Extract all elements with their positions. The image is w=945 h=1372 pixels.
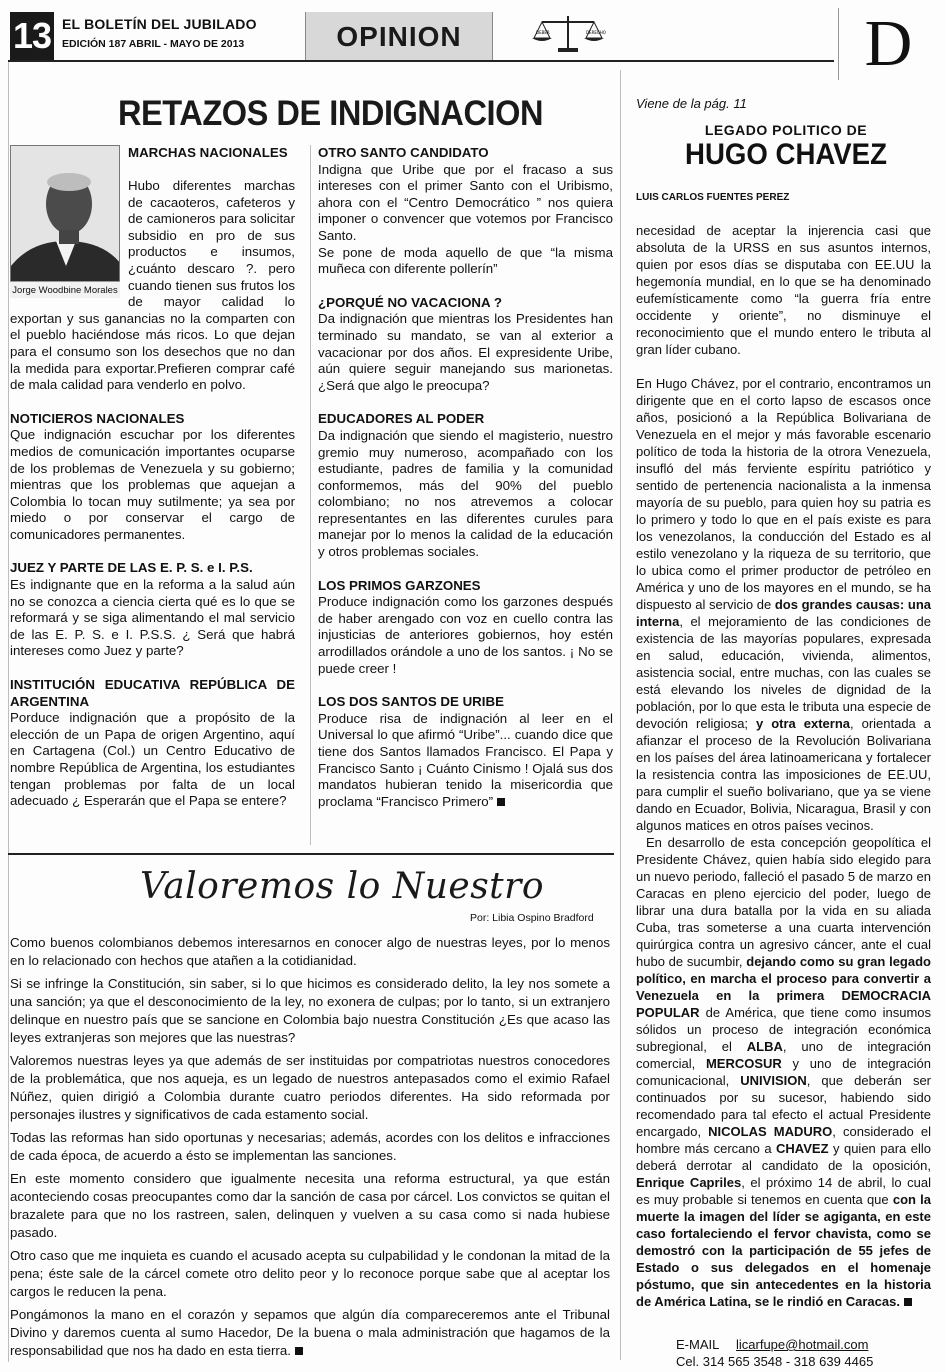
phone-numbers: Cel. 314 565 3548 - 318 639 4465 [676, 1354, 874, 1369]
text-run: , uno de integración comercial, [636, 1039, 931, 1071]
section-heading: LOS DOS SANTOS DE URIBE [318, 694, 504, 710]
section-heading: JUEZ Y PARTE DE LAS E. P. S. e I. P.S. [10, 560, 253, 576]
section-text: Indigna que Uribe que por el fracaso a sus intereses con el primer Santo con el Uribismo, ahora con el “Centro Democrático ” nos quiera imponer o convencer que votemos por Francisco Santo. [318, 161, 613, 243]
article-headline: HUGO CHAVEZ [685, 138, 887, 171]
text-run-bold: CHAVEZ [776, 1141, 829, 1156]
scales-of-justice-icon [528, 12, 608, 56]
section-text [318, 711, 613, 811]
text-run-bold: dejando como su gran legado político, en marcha el proceso para convertir a Venezuela en la primera DEMOCRACIA POPULAR [636, 954, 931, 1020]
article-kicker: LEGADO POLITICO DE [704, 122, 868, 138]
text-run: de América, que tiene como insumos sólidos un proceso de integración económica subregional, el [636, 1005, 931, 1054]
continued-note: Viene de la pág. 11 [636, 96, 747, 111]
column-divider [620, 70, 621, 1360]
page-margin-rule [8, 62, 9, 1362]
section-heading: ¿PORQUÉ NO VACACIONA ? [318, 294, 502, 310]
section-text: Da indignación que siendo el magisterio, nuestro gremio muy numeroso, acompañado con los estudiante, padres de familia y la comunidad conformemos, más del 90% del pueblo colombiano; no nos atrevemos a colocar representantes en las diferentes curules para manejar por lo menos la calidad de la educación y otros problemas sociales. [318, 427, 613, 560]
text-run: , el próximo 14 de abril, lo cual es muy probable si tenemos en cuenta que [636, 1175, 931, 1207]
section-heading: EDUCADORES AL PODER [318, 411, 485, 427]
text-run-bold: con la muerte la imagen del líder se agiganta, en este caso fortaleciendo el fervor chavista, como se demostró con la participación de 55 jefes de Estado o sus delegados en el homenaje póstumo, que sin antecedentes en la historia de América Latina, se le rindió en Caracas. [636, 1192, 931, 1309]
text-run: En desarrollo de esta concepción geopolítica el Presidente Chávez, quien había sido elegido para un nuevo periodo, falleció el pasado 5 de marzo en Caracas en pleno ejercicio del poder, luego de librar una dura batalla por la vida en su aliada Cuba, tras someterse a una cuarta intervención quirúrgica contra un agresivo cáncer, ante el cual hubo de sucumbir, [636, 835, 931, 969]
end-mark-icon [295, 1347, 303, 1355]
section-heading: INSTITUCIÓN EDUCATIVA REPÚBLICA DE ARGENTINA [10, 677, 295, 709]
paragraph: En este momento considero que igualmente necesita una reforma estructural, ya que están aconteciendo cosas preocupantes como dar la sanción de casa por cárcel. Los convictos se quitan el brazalete para que no los rastreen, salen, delinquen y vuelven a su casa como si nada hubiese pasado. [10, 1171, 610, 1240]
byline: Por: Libia Ospino Bradford [470, 912, 594, 924]
section-text: Produce indignación como los garzones después de haber arengado con voz en cuello contra las injusticias de anteriores gobiernos, hoy estén arrodillados orándole a uno de los santos. ¡ No se puede creer ! [318, 594, 613, 676]
scale-left-label: DEBER [536, 30, 550, 35]
paragraph-text: Pongámonos la mano en el corazón y sepamos que algún día compareceremos ante el Tribunal Divino y daremos cuenta al sumo Hacedor, De la buena o mala administración que hagamos de la responsabilidad que nos ha dado en esta tierra. [10, 1307, 610, 1358]
section-heading: LOS PRIMOS GARZONES [318, 577, 481, 593]
section-text: Hubo diferentes marchas de cacaoteros, cafeteros y de camioneros para solicitar subsidio en pro de sus productos e insumos, ¿cuánto descaro ?. pero cuando tienen sus frutos los de mayor calidad lo exportan y sus ganancias no la comparten con el pueblo haciéndose más ricos. Lo que dejan para el consumo son los desechos que no dan la medida para exportar.Prefieren comprar café de mala calidad para venderlo en polvo. [10, 178, 295, 393]
article-headline: RETAZOS DE INDIGNACION [118, 94, 543, 133]
author-name: LUIS CARLOS FUENTES PEREZ [636, 192, 790, 203]
paragraph: Si se infringe la Constitución, sin saber, si lo que hicimos es considerado delito, la ley nos somete a una sanción; ya que el desconocimiento de la ley, no exonera de culpas; por lo tanto, si un extranjero delinque en nuestro país que se sancione en Colombia bajo nuestra Constitución ¿Es que acaso las leyes extranjeras son mejores que las nuestras? [10, 976, 610, 1045]
text-run-bold: ALBA [746, 1039, 783, 1054]
paragraph: Valoremos nuestras leyes ya que además de ser instituidas por compatriotas nuestros conocedores de la problemática, que nos aqueja, es un legado de nuestros antepasados como el eximio Rafael Núñez, quien dirigió a Colombia durante cuatro periodos diferentes. Ha sido reformada por personajes ilustres y significativos de cada estamento social. [10, 1053, 610, 1122]
paragraph: necesidad de aceptar la injerencia casi que absoluta de la URSS en sus asuntos internos, quien por esos días se disputaba con EE.UU la hegemonía mundial, en lo que se ha denominado eufemísticamente como “la guerra fría entre occidente y oriente”, no disminuye el reconocimiento que el mundo entero le tributa al gran líder cubano. [636, 223, 931, 357]
paragraph [636, 834, 931, 1310]
section-title: OPINION [336, 21, 462, 52]
paragraph: Todas las reformas han sido oportunas y necesarias; además, acordes con los delitos e infracciones de cada época, de acuerdo a ésto se implementan las sanciones. [10, 1130, 610, 1163]
edition-date: EDICIÓN 187 ABRIL - MAYO DE 2013 [62, 38, 245, 50]
text-run: y uno de integración comunicacional, [636, 1056, 931, 1088]
paragraph: Como buenos colombianos debemos interesarnos en conocer algo de nuestras leyes, por lo menos en lo relacionado con hechos que atañen a la cotidianidad. [10, 935, 610, 968]
retazos-column-1-body [10, 178, 295, 810]
section-text: Se pone de moda aquello de que “la misma muñeca con diferente pollerín” [318, 244, 613, 277]
valoremos-body [10, 934, 610, 1365]
text-run: , considerado el hombre más cercano a [636, 1124, 931, 1156]
section-heading: OTRO SANTO CANDIDATO [318, 145, 489, 160]
retazos-section-intro [128, 145, 295, 162]
retazos-column-2 [318, 145, 613, 810]
section-text: Es indignante que en la reforma a la salud aún no se conozca a ciencia cierta qué es lo que se reformará y se siga alimentando el mal servicio de las E. P. S. e I. P.S.S. ¿ Será que habrá intereses como Juez y parte? [10, 577, 295, 659]
article-headline: Valoremos lo Nuestro [140, 866, 545, 907]
section-text: Da indignación que mientras los Presidentes han terminado su mandato, se van al exterior a vacacionar por dos años. El expresidente Uribe, aún quiere seguir manejando sus marionetas. ¿Será que algo le preocupa? [318, 311, 613, 393]
section-text-content: Produce risa de indignación al leer en el Universal lo que afirmó “Uribe”... cuando dice que tiene dos Santos llamados Francisco. El Papa y Francisco Santo ¡ Cuánto Cinismo ! Ojalá sus dos mandatos hubieran tenido la misericordia que proclama “Francisco Primero” [318, 710, 613, 809]
text-run: y quien para ello deberá derrotar al candidato de la oposición, [636, 1141, 931, 1173]
section-heading: MARCHAS NACIONALES [128, 145, 288, 160]
section-rule [8, 853, 614, 855]
header-rule [8, 60, 834, 62]
text-run: En Hugo Chávez, por el contrario, encontramos un dirigente que en el corto lapso de escasos once años, posicionó a la República Bolivariana de Venezuela en el mejor y más favorable escenario político de toda la historia de la otrora Venezuela, insufló del más ferviente espíritu patriótico y sentido de pertenencia nacionalista a la inmensa mayoría de su pueblo, para quien hoy su patria es lo primero y todo lo que en el país existe es para los venezolanos, la conducción del Estado es al estilo venezolano y la riqueza de su territorio, que lo ubica como el primer productor de petróleo en América y uno de los mayores en el mundo, se ha dispuesto al servicio de [636, 376, 931, 612]
end-mark-icon [497, 798, 505, 806]
text-run: , que deberán ser continuados por su sucesor, habiendo sido recomendado para tal efecto el actual Presidente encargado, [636, 1073, 932, 1139]
publication-name: EL BOLETÍN DEL JUBILADO [62, 16, 257, 32]
text-run-bold: UNIVISION [740, 1073, 807, 1088]
text-run-bold: MERCOSUR [705, 1056, 782, 1071]
text-run: , el mejoramiento de las condiciones de existencia de las mayorías populares, expresada en salud, educación, vivienda, alimentos, asistencia social, entre muchas, con las cuales se está elevando los niveles de dignidad de la población, por lo que esta le tributa una especie de devoción religiosa; [636, 614, 931, 731]
email-link[interactable]: licarfupe@hotmail.com [736, 1337, 869, 1352]
legado-body [636, 222, 931, 1310]
text-run: , orientada a afianzar el proceso de la Revolución Bolivariana en los países del área latinoamericana y fortalecer la resistencia contra las imposiciones de EE.UU, para cumplir el sueño bolivariano, que ya se viene dando en Ecuador, Bolivia, Nicaragua, Brasil y con algunos matices en otros países vecinos. [636, 716, 931, 833]
text-run-bold: Enrique Capriles [636, 1175, 742, 1190]
end-mark-icon [904, 1298, 912, 1306]
column-divider [310, 145, 311, 845]
email-label: E-MAIL [676, 1337, 720, 1352]
text-run-bold: NICOLAS MADURO [708, 1124, 833, 1139]
section-heading: NOTICIEROS NACIONALES [10, 410, 185, 426]
scale-right-label: DERECHO [586, 30, 606, 35]
photo-caption: Jorge Woodbine Morales [10, 281, 120, 298]
section-banner [305, 12, 493, 62]
paragraph: Otro caso que me inquieta es cuando el acusado acepta su culpabilidad y le condonan la mitad de la pena; éste sale de la cárcel comete otro delito peor y lo reconoce porque sabe que al aceptar los cargos le reducen la pena. [10, 1248, 610, 1299]
section-letter: D [838, 8, 938, 80]
section-text: Que indignación escuchar por los diferentes medios de comunicación importantes ocuparse de los problemas de Venezuela y su gobierno; mientras que los problemas que aquejan a Colombia lo tocan muy sutilmente; ya sea por miedo o por conservar el cargo de comunicadores permanentes. [10, 427, 295, 542]
section-text: Porduce indignación que a propósito de la elección de un Papa de origen Argentino, aquí en Cartagena (Col.) un Centro Educativo de nombre República de Argentina, los estudiantes tengan problemas por falta de un local adecuado ¿ Esperarán que el Papa se entere? [10, 710, 295, 809]
text-run-bold: y otra externa [756, 716, 850, 731]
paragraph [10, 1306, 610, 1360]
paragraph [636, 375, 931, 834]
page-number: 13 [10, 12, 54, 60]
text-run-bold: dos grandes causas: una interna [636, 597, 931, 629]
